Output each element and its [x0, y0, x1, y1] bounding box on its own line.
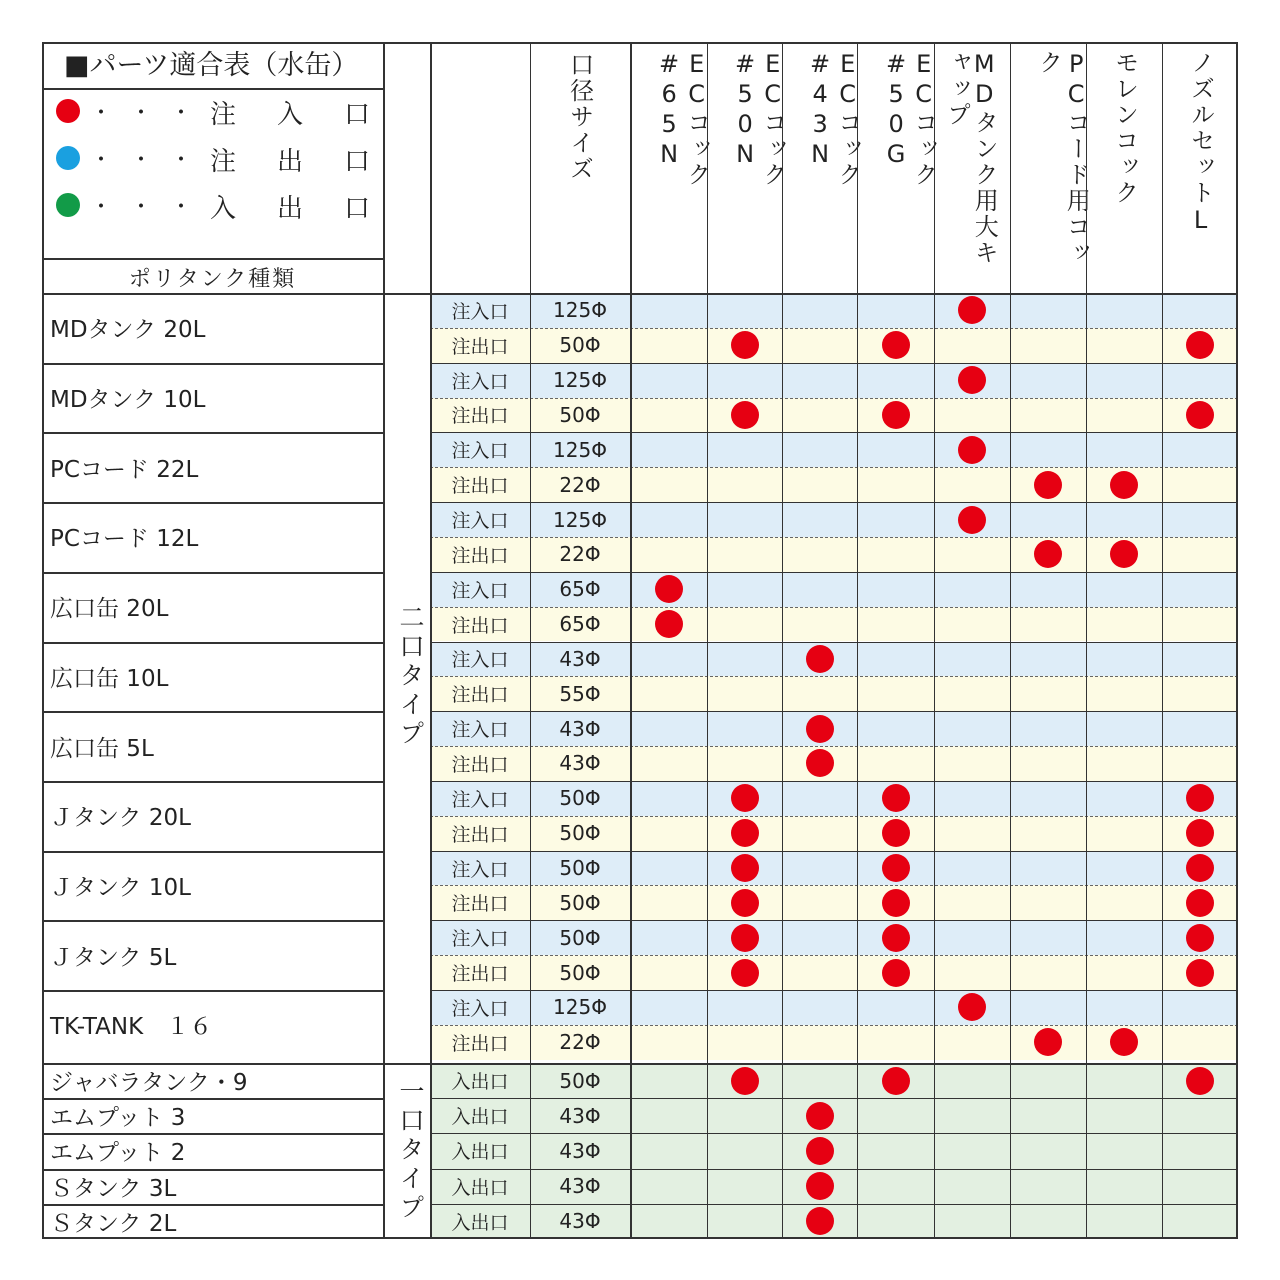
col-divider	[934, 42, 935, 1239]
part-header-4: MDタンク用大キャップ	[942, 50, 999, 266]
size-label: 43Φ	[559, 716, 601, 741]
port-label: 注出口	[451, 475, 509, 498]
legend-label-char: 注	[209, 100, 236, 130]
poly-type-label: ポリタンク種類	[128, 267, 297, 292]
col-divider	[1010, 42, 1011, 1239]
legend-label-char: 出	[276, 194, 303, 224]
size-label: 50Φ	[559, 402, 601, 427]
size-label: 50Φ	[559, 960, 601, 985]
one-port-type-label: 一口タイプ	[396, 1078, 425, 1223]
table-border	[42, 42, 1238, 1239]
col-divider	[430, 42, 432, 1239]
legend-dots: ・・・	[90, 195, 211, 220]
size-label: 125Φ	[553, 437, 607, 462]
col-divider	[1086, 42, 1087, 1239]
port-label: 注入口	[451, 649, 509, 672]
port-label: 注出口	[451, 1032, 509, 1055]
part-header-7: ノズルセットL	[1186, 50, 1215, 236]
col-divider	[782, 42, 783, 1239]
port-label: 注入口	[451, 579, 509, 602]
legend-dots: ・・・	[90, 101, 211, 126]
port-label: 注入口	[451, 510, 509, 533]
col-divider	[530, 42, 531, 1239]
legend-label-char: 口	[343, 194, 370, 224]
port-label: 注入口	[451, 997, 509, 1020]
tank-name: 広口缶 20L	[50, 596, 169, 623]
part-header-1: ECコック#50N	[731, 50, 787, 188]
size-label: 50Φ	[559, 333, 601, 358]
tank-name: エムプット 3	[50, 1105, 186, 1132]
size-label: 50Φ	[559, 821, 601, 846]
legend-label-char: 入	[209, 194, 236, 224]
col-divider	[630, 42, 632, 1239]
port-label: 注入口	[451, 858, 509, 881]
size-label: 125Φ	[553, 995, 607, 1020]
col-divider	[383, 42, 385, 1239]
size-label: 22Φ	[559, 542, 601, 567]
tank-name: 広口缶 5L	[50, 735, 154, 762]
port-label: 入出口	[451, 1211, 509, 1234]
legend-label-char: 注	[209, 147, 236, 177]
tank-name: Ｊタンク 20L	[50, 805, 191, 832]
size-label: 43Φ	[559, 1138, 601, 1163]
size-label: 43Φ	[559, 1103, 601, 1128]
size-label: 65Φ	[559, 612, 601, 637]
size-label: 43Φ	[559, 1174, 601, 1199]
tank-name: Ｓタンク 3L	[50, 1175, 177, 1202]
size-label: 43Φ	[559, 751, 601, 776]
port-label: 注出口	[451, 753, 509, 776]
port-label: 注出口	[451, 963, 509, 986]
legend-label-char: 入	[276, 100, 303, 130]
size-label: 50Φ	[559, 856, 601, 881]
port-label: 注出口	[451, 893, 509, 916]
size-label: 50Φ	[559, 786, 601, 811]
size-label: 125Φ	[553, 368, 607, 393]
size-label: 50Φ	[559, 1068, 601, 1093]
tank-name: PCコード 22L	[50, 456, 199, 483]
size-label: 65Φ	[559, 577, 601, 602]
size-label: 125Φ	[553, 507, 607, 532]
table-title: ■パーツ適合表（水缶）	[64, 50, 359, 81]
port-label: 注入口	[451, 440, 509, 463]
two-port-type-label: 二口タイプ	[396, 604, 425, 749]
col-divider	[857, 42, 858, 1239]
port-label: 注入口	[451, 928, 509, 951]
legend-label-char: 口	[343, 100, 370, 130]
size-label: 22Φ	[559, 1030, 601, 1055]
tank-name: Ｊタンク 10L	[50, 874, 191, 901]
port-label: 注出口	[451, 684, 509, 707]
legend-label-char: 出	[276, 147, 303, 177]
tank-name: MDタンク 10L	[50, 387, 206, 414]
port-label: 注出口	[451, 405, 509, 428]
header-divider	[42, 293, 1238, 295]
tank-name: PCコード 12L	[50, 526, 199, 553]
tank-name: Ｊタンク 5L	[50, 944, 177, 971]
size-label: 55Φ	[559, 681, 601, 706]
port-label: 注出口	[451, 544, 509, 567]
port-label: 注出口	[451, 614, 509, 637]
tank-name: 広口缶 10L	[50, 665, 169, 692]
part-header-3: ECコック#50G	[882, 50, 938, 188]
port-label: 注出口	[451, 335, 509, 358]
legend-label-char: 口	[343, 147, 370, 177]
legend-dots: ・・・	[90, 148, 211, 173]
port-label: 注出口	[451, 823, 509, 846]
port-label: 入出口	[451, 1141, 509, 1164]
size-label: 50Φ	[559, 890, 601, 915]
port-label: 注入口	[451, 719, 509, 742]
port-label: 入出口	[451, 1176, 509, 1199]
col-divider	[1162, 42, 1163, 1239]
tank-name: MDタンク 20L	[50, 317, 206, 344]
port-label: 注入口	[451, 370, 509, 393]
part-header-0: ECコック#65N	[655, 50, 711, 188]
tank-name: エムプット 2	[50, 1140, 186, 1167]
size-label: 50Φ	[559, 925, 601, 950]
size-label: 43Φ	[559, 1209, 601, 1234]
size-label: 22Φ	[559, 472, 601, 497]
part-header-2: ECコック#43N	[806, 50, 862, 188]
port-label: 入出口	[451, 1071, 509, 1094]
port-label: 入出口	[451, 1106, 509, 1129]
tank-name: TK-TANK １６	[50, 1014, 213, 1041]
tank-name: Ｓタンク 2L	[50, 1210, 177, 1237]
port-label: 注入口	[451, 300, 509, 323]
size-label: 43Φ	[559, 646, 601, 671]
port-label: 注入口	[451, 788, 509, 811]
part-header-6: モレンコック	[1110, 50, 1139, 206]
size-label: 125Φ	[553, 298, 607, 323]
col-divider	[707, 42, 708, 1239]
size-header: 口径サイズ	[565, 52, 594, 182]
part-header-5: PCコード用コック	[1034, 50, 1091, 266]
tank-name: ジャバラタンク・9	[50, 1070, 248, 1097]
